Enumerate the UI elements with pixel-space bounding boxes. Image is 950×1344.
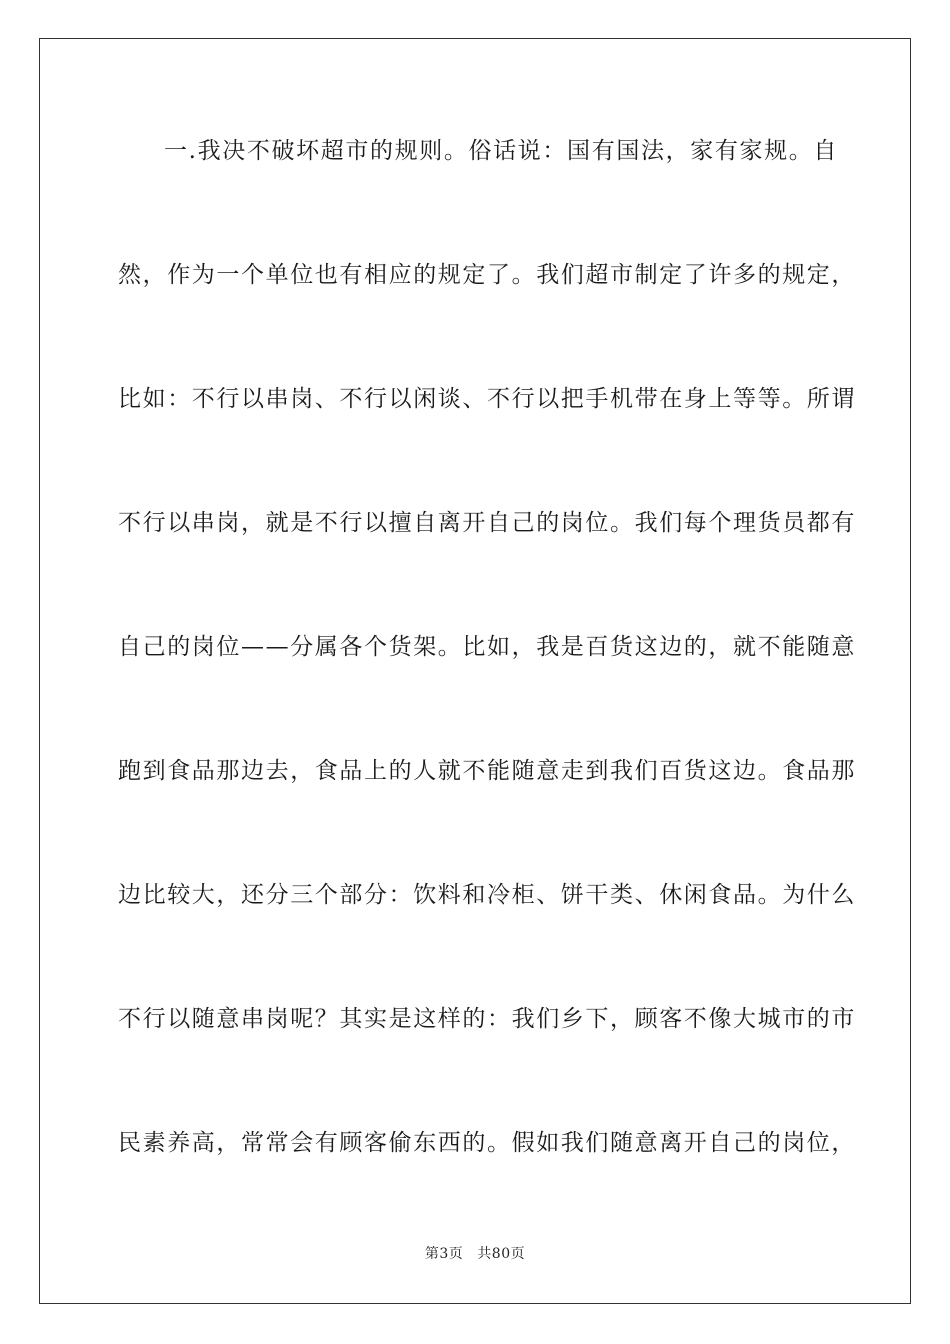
page-footer	[0, 1243, 950, 1263]
page-border	[39, 38, 911, 1304]
paragraph-line-4: 不行以串岗，就是不行以擅自离开自己的岗位。我们每个理货员都有	[118, 510, 856, 536]
page-number: 第3页	[424, 1246, 464, 1262]
paragraph-line-9: 民素养高，常常会有顾客偷东西的。假如我们随意离开自己的岗位，	[118, 1130, 856, 1156]
paragraph-line-5: 自己的岗位——分属各个货架。比如，我是百货这边的，就不能随意	[118, 634, 856, 660]
paragraph-line-8: 不行以随意串岗呢？其实是这样的：我们乡下，顾客不像大城市的市	[118, 1006, 856, 1032]
paragraph-line-1: 一.我决不破坏超市的规则。俗话说：国有国法，家有家规。自	[164, 138, 838, 164]
paragraph-line-3: 比如：不行以串岗、不行以闲谈、不行以把手机带在身上等等。所谓	[118, 386, 856, 412]
paragraph-line-7: 边比较大，还分三个部分：饮料和冷柜、饼干类、休闲食品。为什么	[118, 882, 856, 908]
page-total: 共80页	[477, 1246, 526, 1262]
paragraph-line-2: 然，作为一个单位也有相应的规定了。我们超市制定了许多的规定，	[118, 262, 856, 288]
paragraph-line-6: 跑到食品那边去，食品上的人就不能随意走到我们百货这边。食品那	[118, 758, 856, 784]
